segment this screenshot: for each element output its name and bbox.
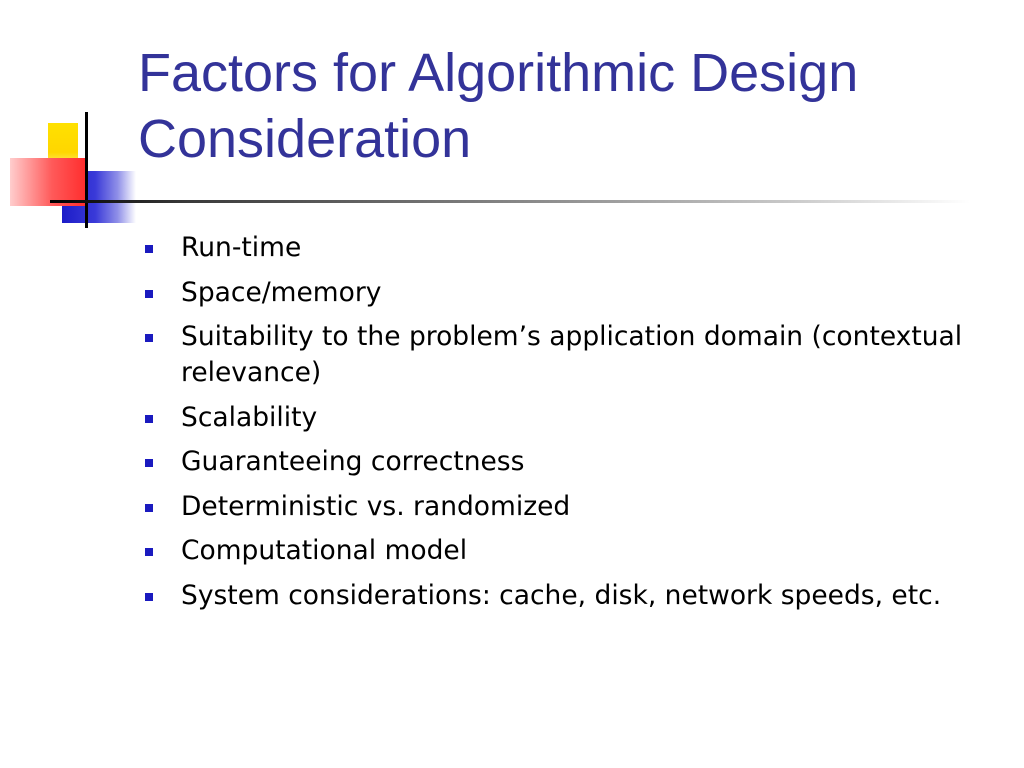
bullet-text: System considerations: cache, disk, network speeds, etc. [181, 579, 942, 611]
square-bullet-icon [145, 334, 153, 342]
bullet-item [144, 319, 994, 391]
bullet-text: Run-time [181, 232, 302, 263]
bullet-item [144, 533, 994, 569]
bullet-item [144, 444, 994, 480]
bullet-item [144, 230, 994, 266]
square-bullet-icon [145, 245, 153, 253]
bullet-list [144, 230, 994, 622]
bullet-item [144, 400, 994, 436]
bullet-text: Suitability to the problem’s application domain (contextual relevance) [181, 321, 963, 388]
bullet-text: Scalability [181, 401, 318, 433]
square-bullet-icon [145, 415, 153, 423]
bullet-item [144, 489, 994, 525]
square-bullet-icon [145, 290, 153, 298]
square-bullet-icon [145, 593, 153, 601]
bullet-text: Deterministic vs. randomized [181, 490, 571, 522]
bullet-text: Guaranteeing correctness [181, 446, 525, 477]
corner-logo-red-square [10, 158, 86, 206]
corner-logo-vertical-line [85, 112, 88, 228]
bullet-item [144, 275, 994, 311]
square-bullet-icon [145, 548, 153, 556]
square-bullet-icon [145, 504, 153, 512]
bullet-text: Space/memory [181, 276, 382, 308]
square-bullet-icon [145, 459, 153, 467]
bullet-text: Computational model [181, 535, 468, 566]
slide-title: Factors for Algorithmic Design Consideration [138, 43, 859, 169]
title-underline-divider [50, 200, 970, 203]
bullet-item [144, 578, 994, 614]
